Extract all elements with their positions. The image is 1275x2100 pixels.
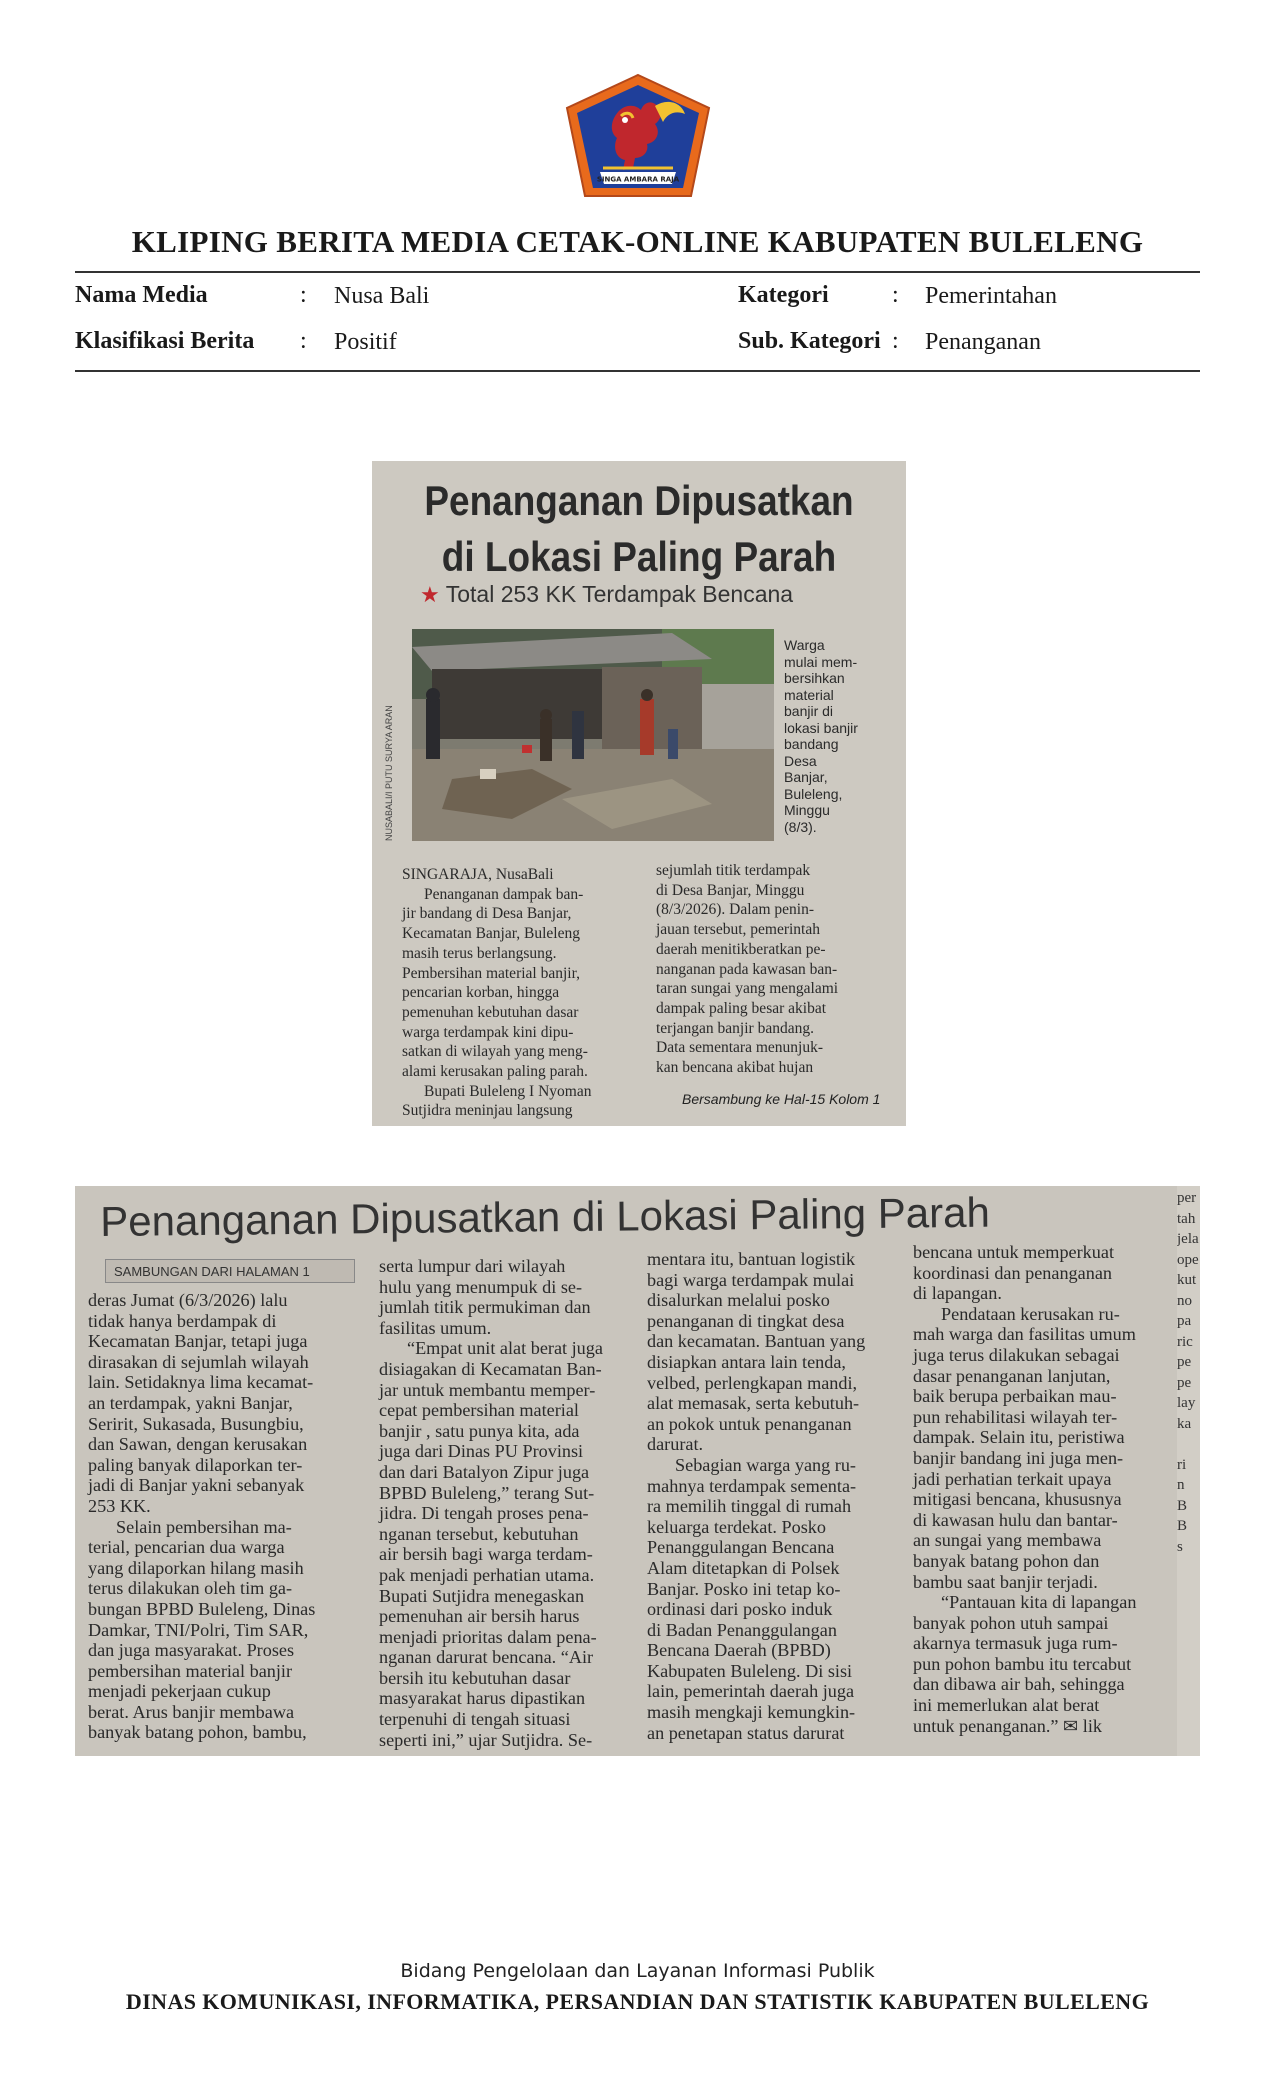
- cut-off-column: per tah jela ope kut no pa ric pe pe lay ka ri n B B s: [1177, 1186, 1200, 1756]
- footer-agency: DINAS KOMUNIKASI, INFORMATIKA, PERSANDIAN DAN STATISTIK KABUPATEN BULELENG: [125, 1989, 1150, 2014]
- header-divider: [75, 271, 1200, 273]
- separator: :: [300, 328, 307, 354]
- newspaper-clipping-continuation: [75, 1186, 1200, 1756]
- nama-media-value: Nusa Bali: [334, 283, 430, 309]
- separator: :: [892, 328, 899, 354]
- svg-text:SINGA AMBARA RAJA: SINGA AMBARA RAJA: [596, 175, 680, 184]
- footer-department: Bidang Pengelolaan dan Layanan Informasi Publik: [400, 1960, 875, 1982]
- sub-kategori-value: Penanganan: [925, 329, 1041, 355]
- nama-media-label: Nama Media: [75, 282, 208, 308]
- continuation-column-3: mentara itu, bantuan logistik bagi warga terdampak mulai disalurkan melalui posko penanganan di tingkat desa dan kecamatan. Bantuan yang disiapkan antara lain tenda, velbed, perlengkapan mandi, alat memasak, serta kebutuh- an pokok untuk penanganan darurat. Sebagian warga yang ru- mahnya terdampak sementa- ra memilih tinggal di rumah keluarga terdekat. Posko Penanggulangan Bencana Alam ditetapkan di Polsek Banjar. Posko ini tetap ko- ordinasi dari posko induk di Badan Penanggulangan Bencana Daerah (BPBD) Kabupaten Buleleng. Di sisi lain, pemerintah daerah juga masih mengkaji kemungkin- an penetapan status darurat: [647, 1249, 866, 1743]
- news-photo: [412, 629, 774, 841]
- klasifikasi-label: Klasifikasi Berita: [75, 328, 255, 354]
- continuation-column-4: bencana untuk memperkuat koordinasi dan penanganan di lapangan. Pendataan kerusakan ru- mah warga dan fasilitas umum juga terus dilakukan sebagai dasar penanganan lanjutan, baik berupa perbaikan mau- pun rehabilitasi wilayah ter- dampak. Selain itu, peristiwa banjir bandang ini juga men- jadi perhatian terkait upaya mitigasi bencana, khususnya di kawasan hulu dan bantar- an sungai yang membawa banyak batang pohon dan bambu saat banjir terjadi. “Pantauan kita di lapangan banyak pohon utuh sampai akarnya termasuk juga rum- pun pohon bambu itu tercabut dan dibawa air bah, sehingga ini memerlukan alat berat untuk penanganan.” ✉ lik: [913, 1242, 1137, 1736]
- klasifikasi-value: Positif: [334, 329, 397, 355]
- article-column-left: SINGARAJA, NusaBali Penanganan dampak ban- jir bandang di Desa Banjar, Kecamatan Banjar, Buleleng masih terus berlangsung. Pembersihan material banjir, pencarian korban, hingga pemenuhan kebutuhan dasar warga terdampak kini dipu- satkan di wilayah yang meng- alami kerusakan paling parah. Bupati Buleleng I Nyoman Sutjidra meninjau langsung: [402, 866, 592, 1120]
- photo-credit: NUSABALI/I PUTU SURYA ARAN: [384, 705, 394, 841]
- kategori-value: Pemerintahan: [925, 283, 1057, 309]
- crest-icon: [563, 72, 713, 200]
- page-title: KLIPING BERITA MEDIA CETAK-ONLINE KABUPATEN BULELENG: [131, 224, 1144, 259]
- continued-note: Bersambung ke Hal-15 Kolom 1: [682, 1091, 881, 1107]
- photo-caption: Warga mulai mem- bersihkan material banjir di lokasi banjir bandang Desa Banjar, Buleleng, Minggu (8/3).: [784, 637, 858, 835]
- sambungan-label: SAMBUNGAN DARI HALAMAN 1: [105, 1259, 355, 1283]
- sub-kategori-label: Sub. Kategori: [738, 328, 881, 354]
- separator: :: [300, 282, 307, 308]
- kategori-label: Kategori: [738, 282, 829, 308]
- meta-divider: [75, 370, 1200, 372]
- buleleng-crest-logo: [563, 72, 713, 200]
- newspaper-clipping-front: [372, 461, 906, 1126]
- separator: :: [892, 282, 899, 308]
- clipping-subhead: ★ Total 253 KK Terdampak Bencana: [420, 581, 794, 607]
- clipping-headline: Penanganan Dipusatkan di Lokasi Paling Parah: [424, 477, 854, 580]
- continuation-column-1: deras Jumat (6/3/2026) lalu tidak hanya berdampak di Kecamatan Banjar, tetapi juga dirasakan di sejumlah wilayah lain. Setidaknya lima kecamat- an terdampak, yakni Banjar, Seririt, Sukasada, Busungbiu, dan Sawan, dengan kerusakan paling banyak dilaporkan ter- jadi di Banjar yakni sebanyak 253 KK. Selain pembersihan ma- terial, pencarian dua warga yang dilaporkan hilang masih terus dilakukan oleh tim ga- bungan BPBD Buleleng, Dinas Damkar, TNI/Polri, Tim SAR, dan juga masyarakat. Proses pembersihan material banjir menjadi pekerjaan cukup berat. Arus banjir membawa banyak batang pohon, bambu,: [88, 1290, 316, 1743]
- continuation-headline: Penanganan Dipusatkan di Lokasi Paling Parah: [100, 1188, 991, 1245]
- flood-cleanup-photo: [412, 629, 774, 841]
- article-column-right: sejumlah titik terdampak di Desa Banjar, Minggu (8/3/2026). Dalam penin- jauan tersebut, pemerintah daerah menitikberatkan pe- nanganan pada kawasan ban- taran sungai yang mengalami dampak paling besar akibat terjangan banjir bandang. Data sementara menunjuk- kan bencana akibat hujan: [656, 862, 839, 1077]
- continuation-column-2: serta lumpur dari wilayah hulu yang menumpuk di se- jumlah titik permukiman dan fasilitas umum. “Empat unit alat berat juga disiagakan di Kecamatan Ban- jar untuk membantu memper- cepat pembersihan material banjir , satu punya kita, ada juga dari Dinas PU Provinsi dan dari Batalyon Zipur juga BPBD Buleleng,” terang Sut- jidra. Di tengah proses pena- nganan tersebut, kebutuhan air bersih bagi warga terdam- pak menjadi perhatian utama. Bupati Sutjidra menegaskan pemenuhan air bersih harus menjadi prioritas dalam pena- nganan darurat bencana. “Air bersih itu kebutuhan dasar masyarakat harus dipastikan terpenuhi di tengah situasi seperti ini,” ujar Sutjidra. Se-: [379, 1256, 603, 1750]
- star-icon: ★: [420, 582, 440, 607]
